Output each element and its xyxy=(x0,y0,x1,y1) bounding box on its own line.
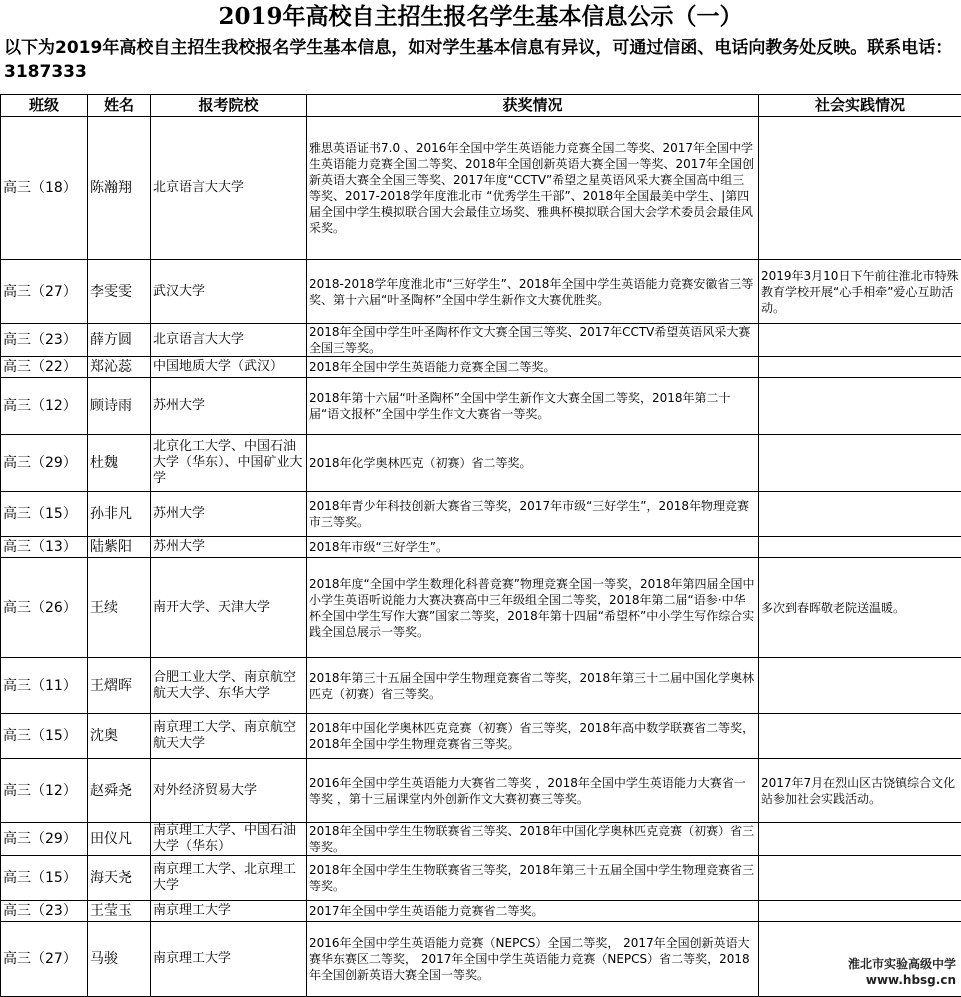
cell-class: 高三（26） xyxy=(1,558,88,658)
watermark-url: www.hbsg.cn xyxy=(848,972,956,988)
table-row xyxy=(1,117,961,260)
cell-practice xyxy=(759,435,961,492)
cell-name: 陈瀚翔 xyxy=(88,117,151,260)
cell-name: 王莹玉 xyxy=(88,901,151,922)
cell-awards: 2018年全国中学生生物联赛省三等奖，2018年第三十五届全国中学生物理竞赛省三等奖。 xyxy=(307,856,759,901)
cell-class: 高三（15） xyxy=(1,856,88,901)
cell-name: 李雯雯 xyxy=(88,260,151,324)
cell-school: 北京语言大大学 xyxy=(151,117,307,260)
cell-practice xyxy=(759,492,961,537)
cell-name: 沈奥 xyxy=(88,714,151,759)
cell-practice: 2019年3月10日下午前往淮北市特殊教育学校开展“心手相牵”爱心互助活动。 xyxy=(759,260,961,324)
cell-name: 田仪凡 xyxy=(88,823,151,856)
cell-name: 王续 xyxy=(88,558,151,658)
cell-awards: 2018年全国中学生英语能力竞赛全国二等奖。 xyxy=(307,357,759,378)
cell-school: 南开大学、天津大学 xyxy=(151,558,307,658)
cell-school: 南京理工大学、北京理工大学 xyxy=(151,856,307,901)
table-header-row xyxy=(1,95,961,117)
cell-name: 薛方圆 xyxy=(88,324,151,357)
cell-awards: 2017年全国中学生英语能力竞赛省二等奖。 xyxy=(307,901,759,922)
cell-school: 南京理工大学 xyxy=(151,901,307,922)
cell-awards: 2018-2018学年度淮北市“三好学生”、2018年全国中学生英语能力竞赛安徽省三等奖、第十六届“叶圣陶杯”全国中学生新作文大赛优胜奖。 xyxy=(307,260,759,324)
cell-practice xyxy=(759,117,961,260)
cell-name: 马骏 xyxy=(88,922,151,997)
cell-name: 陆紫阳 xyxy=(88,537,151,558)
table-row xyxy=(1,558,961,658)
cell-name: 顾诗雨 xyxy=(88,378,151,435)
cell-class: 高三（11） xyxy=(1,658,88,714)
cell-school: 南京理工大学、中国石油大学（华东） xyxy=(151,823,307,856)
cell-name: 王熠晖 xyxy=(88,658,151,714)
table-row xyxy=(1,537,961,558)
table-row xyxy=(1,357,961,378)
table-row xyxy=(1,714,961,759)
table-row xyxy=(1,759,961,823)
cell-practice xyxy=(759,856,961,901)
table-row xyxy=(1,823,961,856)
cell-class: 高三（23） xyxy=(1,901,88,922)
cell-school: 北京语言大大学 xyxy=(151,324,307,357)
cell-practice xyxy=(759,324,961,357)
cell-name: 杜魏 xyxy=(88,435,151,492)
table-row xyxy=(1,492,961,537)
cell-practice xyxy=(759,537,961,558)
intro-notice: 以下为2019年高校自主招生我校报名学生基本信息，如对学生基本信息有异议，可通过信函、电话向教务处反映。联系电话：3187333 xyxy=(4,36,956,84)
cell-awards: 2016年全国中学生英语能力竞赛（NEPCS）全国二等奖， 2017年全国创新英语大赛华东赛区二等奖， 2017年全国中学生英语能力竞赛（NEPCS）省二等奖，2018年全国创新英语大赛全国一等奖。 xyxy=(307,922,759,997)
cell-awards: 2018年度“全国中学生数理化科普竞赛”物理竞赛全国一等奖，2018年第四届全国中小学生英语听说能力大赛决赛高中三年级组全国二等奖，2018年第二届“语参·中华杯全国中学生写作大赛”国家二等奖，2018年第十四届“希望杯”中小学生写作综合实践全国总展示一等奖。 xyxy=(307,558,759,658)
applicant-table xyxy=(0,94,961,997)
cell-awards: 2018年市级“三好学生”。 xyxy=(307,537,759,558)
cell-class: 高三（12） xyxy=(1,378,88,435)
cell-practice xyxy=(759,658,961,714)
table-row xyxy=(1,378,961,435)
table-row xyxy=(1,435,961,492)
cell-school: 苏州大学 xyxy=(151,537,307,558)
cell-class: 高三（29） xyxy=(1,823,88,856)
cell-practice: 2017年7月在烈山区古饶镇综合文化站参加社会实践活动。 xyxy=(759,759,961,823)
cell-class: 高三（29） xyxy=(1,435,88,492)
cell-class: 高三（15） xyxy=(1,714,88,759)
table-row xyxy=(1,658,961,714)
cell-school: 武汉大学 xyxy=(151,260,307,324)
cell-class: 高三（27） xyxy=(1,922,88,997)
cell-awards: 2016年全国中学生英语能力大赛省二等奖 ，2018年全国中学生英语能力大赛省一等奖 ，第十三届课堂内外创新作文大赛初赛三等奖。 xyxy=(307,759,759,823)
header-awards: 获奖情况 xyxy=(307,95,759,117)
cell-awards: 2018年青少年科技创新大赛省三等奖，2017年市级“三好学生”，2018年物理竞赛市三等奖。 xyxy=(307,492,759,537)
cell-school: 南京理工大学、南京航空航天大学 xyxy=(151,714,307,759)
cell-class: 高三（18） xyxy=(1,117,88,260)
cell-school: 中国地质大学（武汉） xyxy=(151,357,307,378)
cell-name: 赵舜尧 xyxy=(88,759,151,823)
cell-practice: 多次到春晖敬老院送温暖。 xyxy=(759,558,961,658)
cell-name: 郑沁蕊 xyxy=(88,357,151,378)
cell-practice xyxy=(759,714,961,759)
cell-awards: 雅思英语证书7.0 、2016年全国中学生英语能力竞赛全国二等奖、2017年全国中学生英语能力竞赛全国二等奖、2018年全国创新英语大赛全国一等奖、2017年全国创新英语大赛全全国三等奖、2017年度“CCTV”希望之星英语风采大赛全国高中组三等奖、2017-2018学年度淮北市 “优秀学生干部”、2018年全国最美中学生、|第四届全国中学生模拟联合国大会最佳立场奖、雅典杯模拟联合国大会学术委员会最佳风采奖。 xyxy=(307,117,759,260)
cell-practice xyxy=(759,901,961,922)
cell-class: 高三（27） xyxy=(1,260,88,324)
cell-awards: 2018年第十六届“叶圣陶杯”全国中学生新作文大赛全国二等奖，2018年第二十届“语文报杯”全国中学生作文大赛省一等奖。 xyxy=(307,378,759,435)
header-school: 报考院校 xyxy=(151,95,307,117)
cell-class: 高三（23） xyxy=(1,324,88,357)
cell-class: 高三（12） xyxy=(1,759,88,823)
cell-awards: 2018年化学奥林匹克（初赛）省二等奖。 xyxy=(307,435,759,492)
table-row xyxy=(1,260,961,324)
header-name: 姓名 xyxy=(88,95,151,117)
header-class: 班级 xyxy=(1,95,88,117)
cell-awards: 2018年第三十五届全国中学生物理竞赛省二等奖，2018年第三十二届中国化学奥林匹克（初赛）省三等奖。 xyxy=(307,658,759,714)
header-practice: 社会实践情况 xyxy=(759,95,961,117)
cell-school: 对外经济贸易大学 xyxy=(151,759,307,823)
cell-class: 高三（13） xyxy=(1,537,88,558)
cell-school: 合肥工业大学、南京航空航天大学、东华大学 xyxy=(151,658,307,714)
cell-name: 海天尧 xyxy=(88,856,151,901)
cell-practice xyxy=(759,823,961,856)
page-title: 2019年高校自主招生报名学生基本信息公示（一） xyxy=(0,0,961,34)
cell-school: 南京理工大学 xyxy=(151,922,307,997)
cell-school: 北京化工大学、中国石油大学（华东）、中国矿业大学 xyxy=(151,435,307,492)
cell-practice xyxy=(759,357,961,378)
cell-awards: 2018年中国化学奥林匹克竞赛（初赛）省三等奖，2018年高中数学联赛省二等奖，2018年全国中学生物理竞赛省三等奖。 xyxy=(307,714,759,759)
table-row xyxy=(1,856,961,901)
table-row xyxy=(1,922,961,997)
watermark-school-name: 淮北市实验高级中学 xyxy=(848,956,956,972)
school-watermark xyxy=(846,955,958,989)
table-row xyxy=(1,901,961,922)
cell-school: 苏州大学 xyxy=(151,492,307,537)
cell-name: 孙非凡 xyxy=(88,492,151,537)
cell-awards: 2018年全国中学生叶圣陶杯作文大赛全国三等奖、2017年CCTV希望英语风采大赛全国三等奖。 xyxy=(307,324,759,357)
cell-class: 高三（22） xyxy=(1,357,88,378)
cell-class: 高三（15） xyxy=(1,492,88,537)
cell-school: 苏州大学 xyxy=(151,378,307,435)
table-row xyxy=(1,324,961,357)
cell-awards: 2018年全国中学生生物联赛省三等奖、2018年中国化学奥林匹克竞赛（初赛）省三等奖。 xyxy=(307,823,759,856)
cell-practice xyxy=(759,378,961,435)
